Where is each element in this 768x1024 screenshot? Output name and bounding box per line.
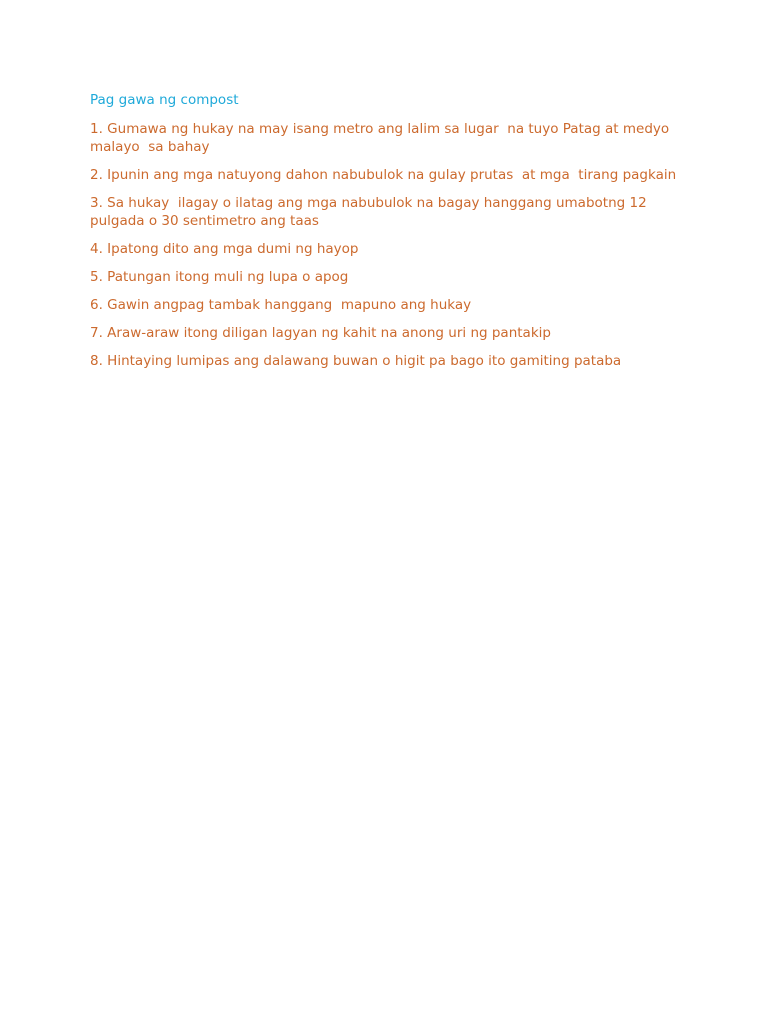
step-3: 3. Sa hukay ilagay o ilatag ang mga nabubulok na bagay hanggang umabotng 12 pulgada o 30 sentimetro ang taas	[90, 195, 651, 229]
step-7: 7. Araw-araw itong diligan lagyan ng kahit na anong uri ng pantakip	[90, 325, 551, 341]
steps-list	[90, 120, 680, 370]
step-2: 2. Ipunin ang mga natuyong dahon nabubulok na gulay prutas at mga tirang pagkain	[90, 167, 677, 183]
document-title: Pag gawa ng compost	[90, 92, 239, 108]
step-6: 6. Gawin angpag tambak hanggang mapuno ang hukay	[90, 297, 472, 313]
document-page	[90, 91, 680, 380]
step-1: 1. Gumawa ng hukay na may isang metro ang lalim sa lugar na tuyo Patag at medyo malayo sa bahay	[90, 121, 674, 155]
step-5: 5. Patungan itong muli ng lupa o apog	[90, 269, 349, 285]
step-4: 4. Ipatong dito ang mga dumi ng hayop	[90, 241, 359, 257]
step-8: 8. Hintaying lumipas ang dalawang buwan o higit pa bago ito gamiting pataba	[90, 353, 622, 369]
